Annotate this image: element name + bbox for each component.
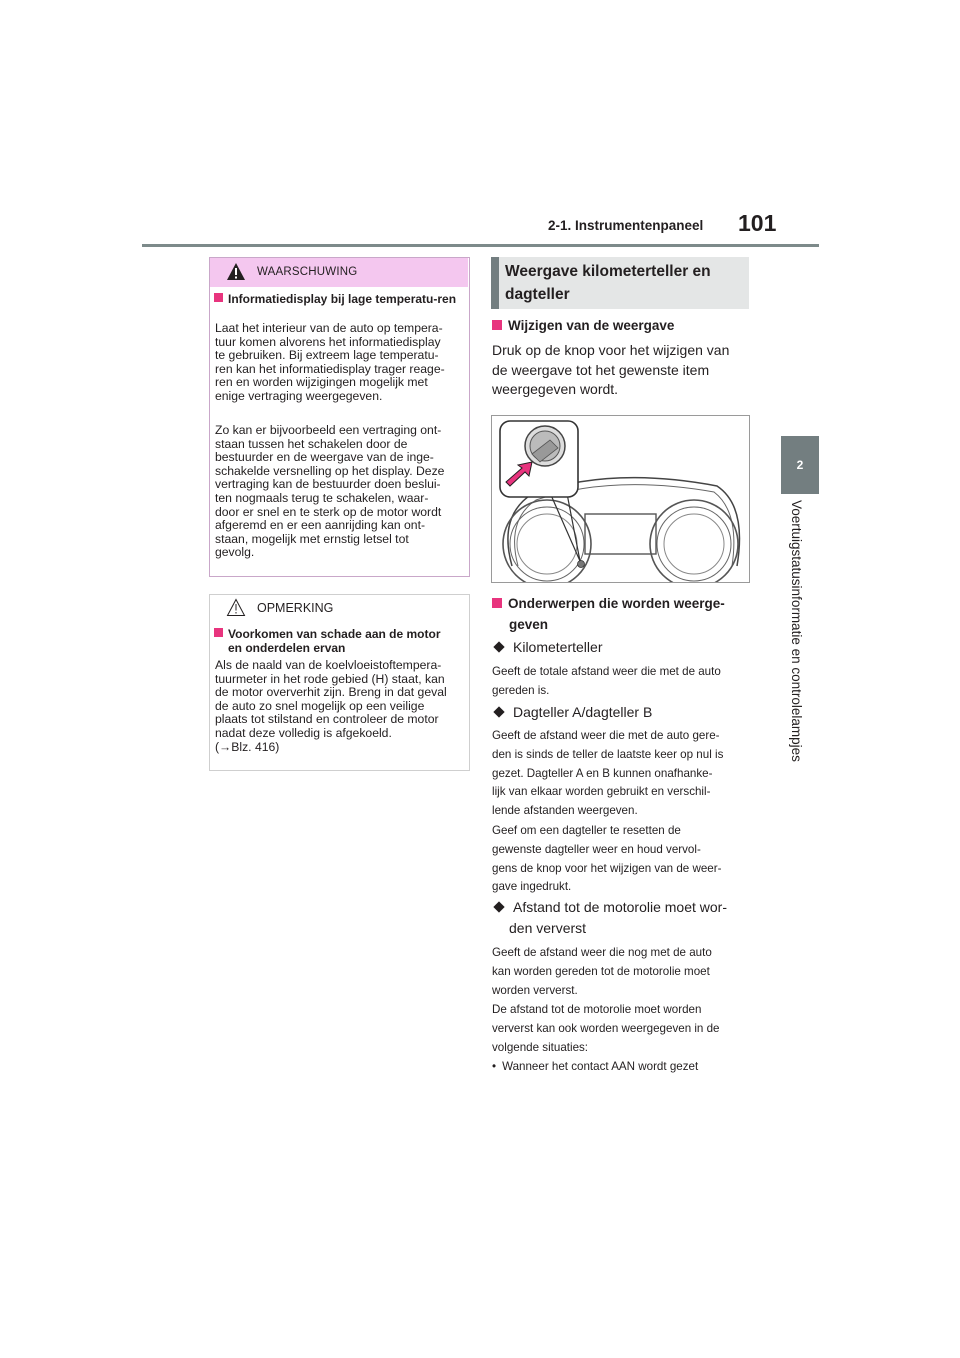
- item-oil-change-title: Afstand tot de motorolie moet wor- den ververst: [492, 897, 752, 939]
- note-subheading: Voorkomen van schade aan de motor en onderdelen ervan: [214, 628, 464, 655]
- dot-bullet-icon: •: [492, 1060, 497, 1073]
- square-bullet-icon: [492, 320, 502, 330]
- heading-items-displayed: Onderwerpen die worden weerge- geven: [492, 594, 752, 634]
- square-bullet-icon: [214, 293, 223, 302]
- diamond-bullet-icon: [493, 706, 504, 717]
- chapter-title: Voertuigstatusinformatie en controlelampjes: [789, 500, 804, 762]
- item-odometer-text: Geeft de totale afstand weer die met de auto gereden is.: [492, 665, 721, 697]
- item-oil-change-text-2: De afstand tot de motorolie moet worden ververst kan ook worden weergegeven in de volgende situaties:: [492, 1003, 720, 1054]
- item-oil-change-text: Geeft de afstand weer die nog met de auto kan worden gereden tot de motorolie moet worden ververst.: [492, 946, 712, 997]
- diamond-bullet-icon: [493, 901, 504, 912]
- header-section-title: 2-1. Instrumentenpaneel: [548, 218, 704, 233]
- diamond-bullet-icon: [493, 641, 504, 652]
- item-oil-change-bullet: • Wanneer het contact AAN wordt gezet: [492, 1060, 699, 1073]
- warning-paragraph-1: Laat het interieur van de auto op tempera- tuur komen alvorens het informatiedisplay te gebruiken. Bij extreem lage temperatu- ren kan het informatiedisplay trager reage- ren en worden wijzigingen mogelijk met enige vertraging weergegeven.: [215, 321, 445, 403]
- square-bullet-icon: [492, 598, 502, 608]
- chapter-label-container: [781, 500, 819, 770]
- note-paragraph: Als de naald van de koelvloeistoftempera- tuurmeter in het rode gebied (H) staat, kan de motor oververhit zijn. Breng in dat geval de auto zo snel mogelijk op een veilige plaats tot stilstand en controleer de motor nadat deze volledig is afgekoeld. (→Blz. 416): [215, 658, 447, 754]
- item-tripmeter-reset-text: Geef om een dagteller te resetten de gewenste dagteller weer en houd vervol- gens de knop voor het wijzigen van de weer- gave ingedrukt.: [492, 824, 722, 894]
- page-number: 101: [738, 210, 777, 236]
- warning-subheading: Informatiedisplay bij lage temperatu-ren: [214, 293, 464, 307]
- note-title: OPMERKING: [257, 601, 334, 615]
- warning-triangle-icon: [226, 262, 246, 281]
- change-display-text: Druk op de knop voor het wijzigen van de weergave tot het gewenste item weergegeven wordt.: [492, 342, 730, 397]
- heading-change-display: Wijzigen van de weergave: [492, 316, 674, 335]
- item-tripmeter-text: Geeft de afstand weer die met de auto gere- den is sinds de teller de laatste keer op nul is gezet. Dagteller A en B kunnen onafhanke- lijk van elkaar worden gebruikt en verschil- lende afstanden weergeven.: [492, 729, 724, 818]
- caution-triangle-icon: [226, 598, 246, 617]
- square-bullet-icon: [214, 628, 223, 637]
- warning-title: WAARSCHUWING: [257, 266, 358, 278]
- item-tripmeter-title: Dagteller A/dagteller B: [492, 703, 652, 723]
- section-title-accent: [491, 257, 499, 309]
- header-rule: [142, 244, 819, 247]
- section-title: Weergave kilometerteller en dagteller: [505, 263, 711, 303]
- item-odometer-title: Kilometerteller: [492, 638, 602, 658]
- chapter-number: 2: [796, 458, 804, 472]
- instrument-cluster-illustration: [491, 415, 750, 583]
- warning-paragraph-2: Zo kan er bijvoorbeeld een vertraging ont- staan tussen het schakelen door de bestuurder en de weergave van de inge- schakelde versnelling op het display. Deze vertraging kan de bestuurder doen beslui- ten nogmaals terug te schakelen, waar- door er snel en te sterk op de motor wordt afgeremd en er een aanrijding kan ont- staan, mogelijk met ernstig letsel tot gevolg.: [215, 423, 445, 560]
- instrument-cluster-drawing: [492, 416, 749, 582]
